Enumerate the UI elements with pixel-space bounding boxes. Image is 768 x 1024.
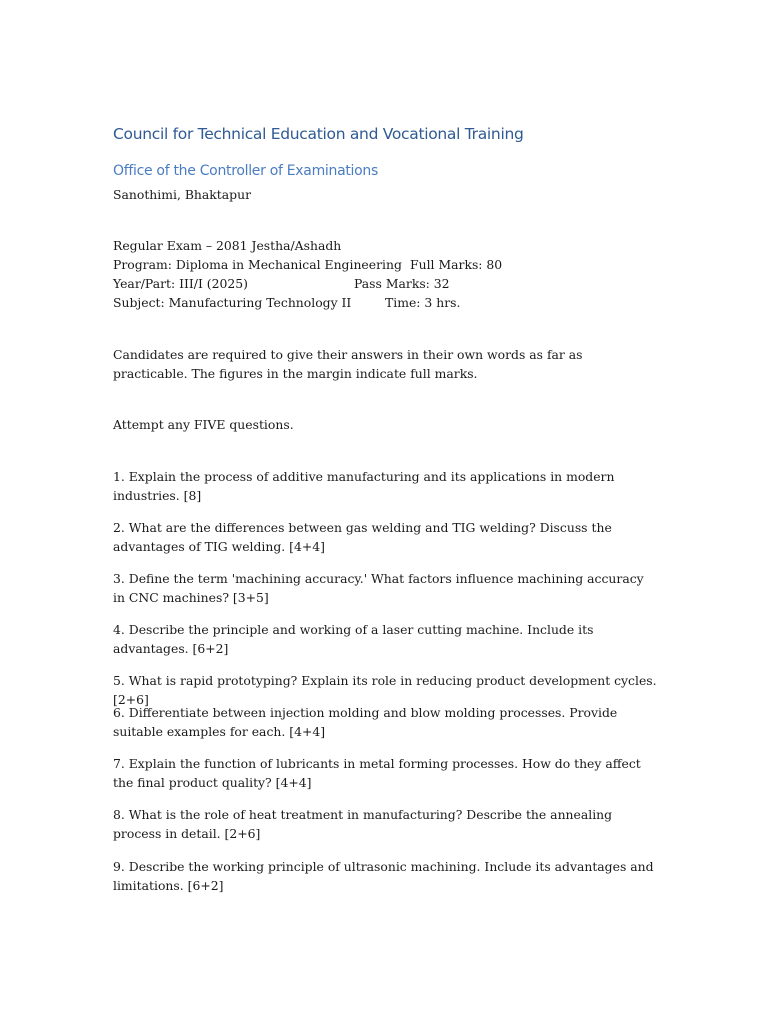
exam-name: Regular Exam – 2081 Jestha/Ashadh: [113, 238, 342, 253]
year-part-label: Year/Part: III/I (2025): [113, 276, 248, 291]
question-7: 7. Explain the function of lubricants in metal forming processes. How do they affect the final product quality? [4+4]: [113, 756, 641, 790]
question-2: 2. What are the differences between gas welding and TIG welding? Discuss the advantages of TIG welding. [4+4]: [113, 520, 612, 554]
question-8: 8. What is the role of heat treatment in manufacturing? Describe the annealing process in detail. [2+6]: [113, 807, 613, 841]
attempt-instruction: Attempt any FIVE questions.: [113, 417, 294, 432]
time-label: Time: 3 hrs.: [385, 295, 461, 310]
year-part-line: [113, 274, 658, 293]
question-4: 4. Describe the principle and working of a laser cutting machine. Include its advantages. [6+2]: [113, 622, 594, 656]
question-3: 3. Define the term 'machining accuracy.' What factors influence machining accuracy in CNC machines? [3+5]: [113, 571, 644, 605]
subject-label: Subject: Manufacturing Technology II: [113, 295, 352, 310]
office-subtitle: Office of the Controller of Examinations: [113, 163, 378, 179]
program-label: Program: Diploma in Mechanical Engineering: [113, 257, 402, 272]
program-line: [113, 255, 658, 274]
subject-line: [113, 293, 658, 312]
question-6: 6. Differentiate between injection molding and blow molding processes. Provide suitable examples for each. [4+4]: [113, 705, 618, 739]
organization-title: Council for Technical Education and Vocational Training: [113, 125, 524, 143]
general-instructions: Candidates are required to give their answers in their own words as far as practicable. The figures in the margin indicate full marks.: [113, 347, 583, 381]
pass-marks-label: Pass Marks: 32: [354, 276, 450, 291]
full-marks-label: Full Marks: 80: [410, 257, 503, 272]
question-9: 9. Describe the working principle of ultrasonic machining. Include its advantages and limitations. [6+2]: [113, 859, 654, 893]
office-address: Sanothimi, Bhaktapur: [113, 187, 252, 202]
question-5: 5. What is rapid prototyping? Explain its role in reducing product development cycles. [2+6]: [113, 673, 657, 707]
question-1: 1. Explain the process of additive manufacturing and its applications in modern industries. [8]: [113, 469, 615, 503]
